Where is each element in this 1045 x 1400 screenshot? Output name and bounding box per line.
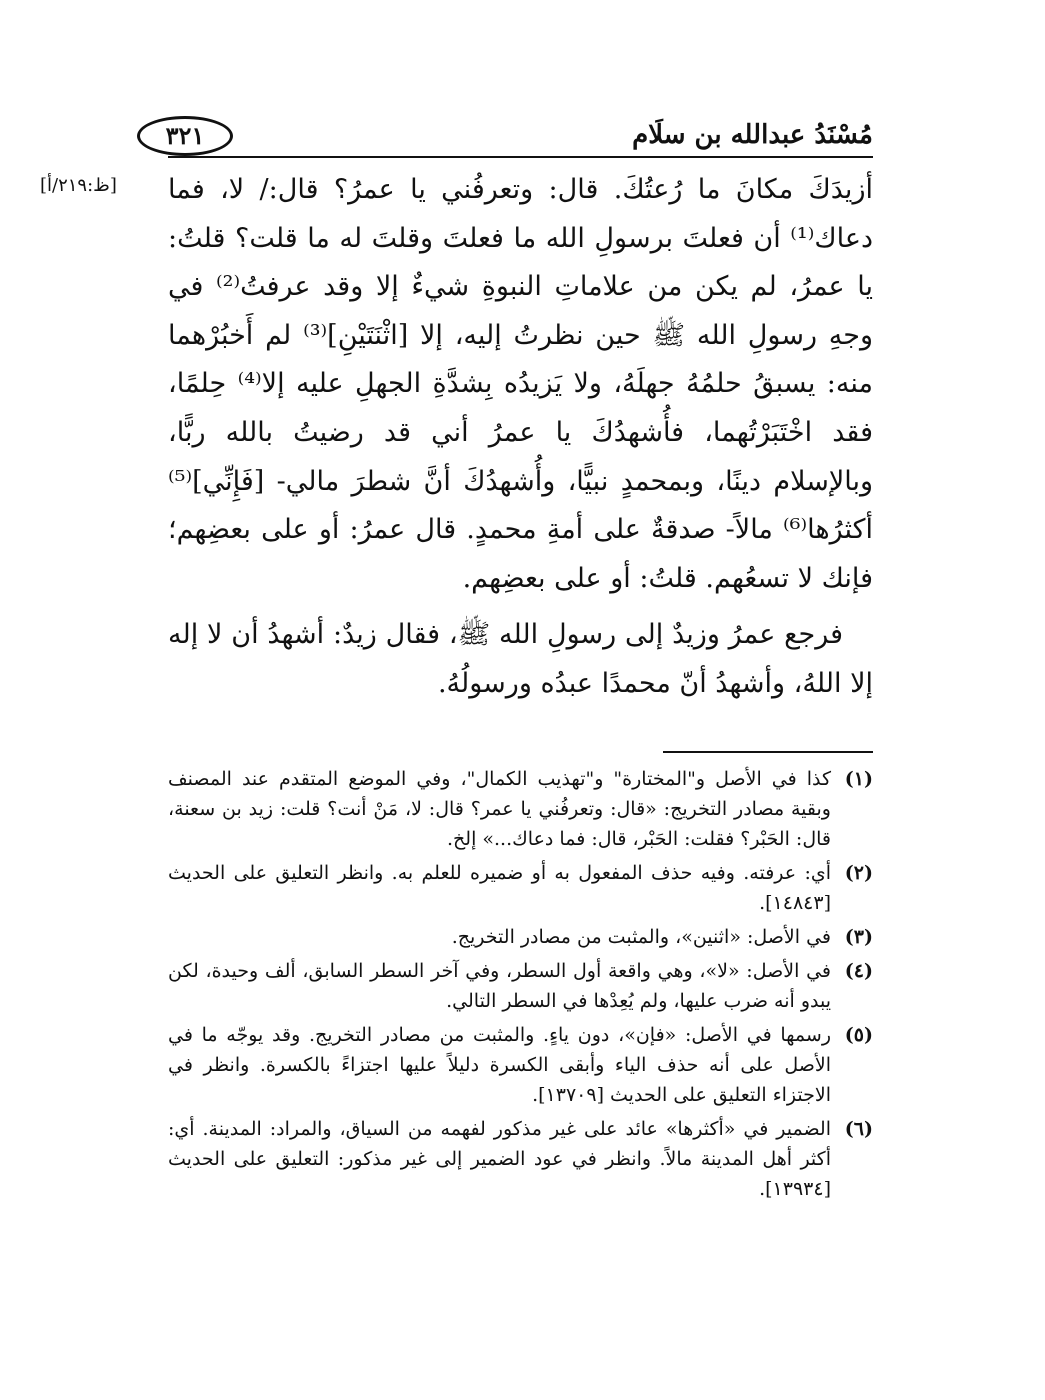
footnote-item <box>168 858 873 918</box>
footnotes-section <box>168 764 873 1208</box>
footnote-text: كذا في الأصل و"المختارة" و"تهذيب الكمال"، وفي الموضع المتقدم عند المصنف وبقية مصادر التخريج: «قال: وتعرفُني يا عمر؟ قال: لا، مَنْ أنت؟ قلت: زيد بن سعنة، قال: الحَبْر؟ فقلت: الحَبْر، قال: فما دعاك...» إلخ. <box>168 768 831 850</box>
footnote-number: (١) <box>844 768 873 790</box>
footnote-item <box>168 764 873 854</box>
footnote-number: (٢) <box>844 862 873 884</box>
margin-manuscript-reference: [ظ:٢١٩/أ] <box>40 175 117 196</box>
page-number-badge: ٣٢١ <box>137 116 233 156</box>
footnote-text: الضمير في «أكثرها» عائد على غير مذكور لفهمه من السياق، والمراد: المدينة. أي: أكثر أهل المدينة مالاً. وانظر في عود الضمير إلى غير مذكور: التعليق على الحديث [١٣٩٣٤]. <box>168 1118 831 1200</box>
footnote-divider <box>663 751 873 753</box>
header-divider <box>168 156 873 158</box>
footnote-item <box>168 1020 873 1110</box>
footnote-text: رسمها في الأصل: «فإن»، دون ياءٍ. والمثبت من مصادر التخريج. وقد يوجّه ما في الأصل على أنه حذف الياء وأبقى الكسرة دليلاً عليها اجتزاءً بالكسرة. وانظر في الاجتزاء التعليق على الحديث [١٣٧٠٩]. <box>168 1024 831 1106</box>
footnote-number: (٣) <box>844 926 873 948</box>
footnote-text: في الأصل: «لا»، وهي واقعة أول السطر، وفي آخر السطر السابق، ألف وحيدة، لكن يبدو أنه ضرب عليها، ولم يُعِدْها في السطر التالي. <box>168 960 831 1012</box>
footnote-text: في الأصل: «اثنين»، والمثبت من مصادر التخريج. <box>451 926 831 948</box>
footnote-number: (٤) <box>844 960 873 982</box>
footnote-number: (٦) <box>844 1118 873 1140</box>
footnote-text: أي: عرفته. وفيه حذف المفعول به أو ضميره للعلم به. وانظر التعليق على الحديث [١٤٨٤٣]. <box>168 862 831 914</box>
footnote-item <box>168 1114 873 1204</box>
page-header-title: مُسْنَدُ عبدالله بن سلَام <box>632 120 873 150</box>
footnote-item <box>168 922 873 952</box>
body-paragraph-2: فرجع عمرُ وزيدٌ إلى رسولِ الله ﷺ، فقال زيدٌ: أشهدُ أن لا إله إلا اللهُ، وأشهدُ أنّ محمدًا عبدُه ورسولُهُ. <box>168 619 873 699</box>
body-paragraph-1: أزيدَكَ مكانَ ما رُعتُكَ. قال: وتعرفُني يا عمرُ؟ قال:/ لا، فما دعاك⁽¹⁾ أن فعلتَ برسولِ الله ما فعلتَ وقلتَ له ما قلت؟ قلتُ: يا عمرُ، لم يكن من علاماتِ النبوةِ شيءٌ إلا وقد عرفتُ⁽²⁾ في وجهِ رسولِ الله ﷺ حين نظرتُ إليه، إلا [اثْنَتَيْنِ]⁽³⁾ لم أَخبُرْهما منه: يسبقُ حلمُهُ جهلَهُ، ولا يَزيدُه بِشدَّةِ الجهلِ عليه إلا⁽⁴⁾ حِلمًا، فقد اخْتَبَرْتُهما، فأُشهدُكَ يا عمرُ أني قد رضيتُ بالله ربًّا، وبالإسلام دينًا، وبمحمدٍ نبيًّا، وأُشهدُكَ أنَّ شطرَ مالي- [فَإِنِّي]⁽⁵⁾ أكثرُها⁽⁶⁾ مالاً- صدقةٌ على أمةِ محمدٍ. قال عمرُ: أو على بعضِهم؛ فإنك لا تسعُهم. قلتُ: أو على بعضِهم. <box>168 174 873 594</box>
main-text <box>168 166 873 709</box>
footnote-number: (٥) <box>844 1024 873 1046</box>
footnote-item <box>168 956 873 1016</box>
